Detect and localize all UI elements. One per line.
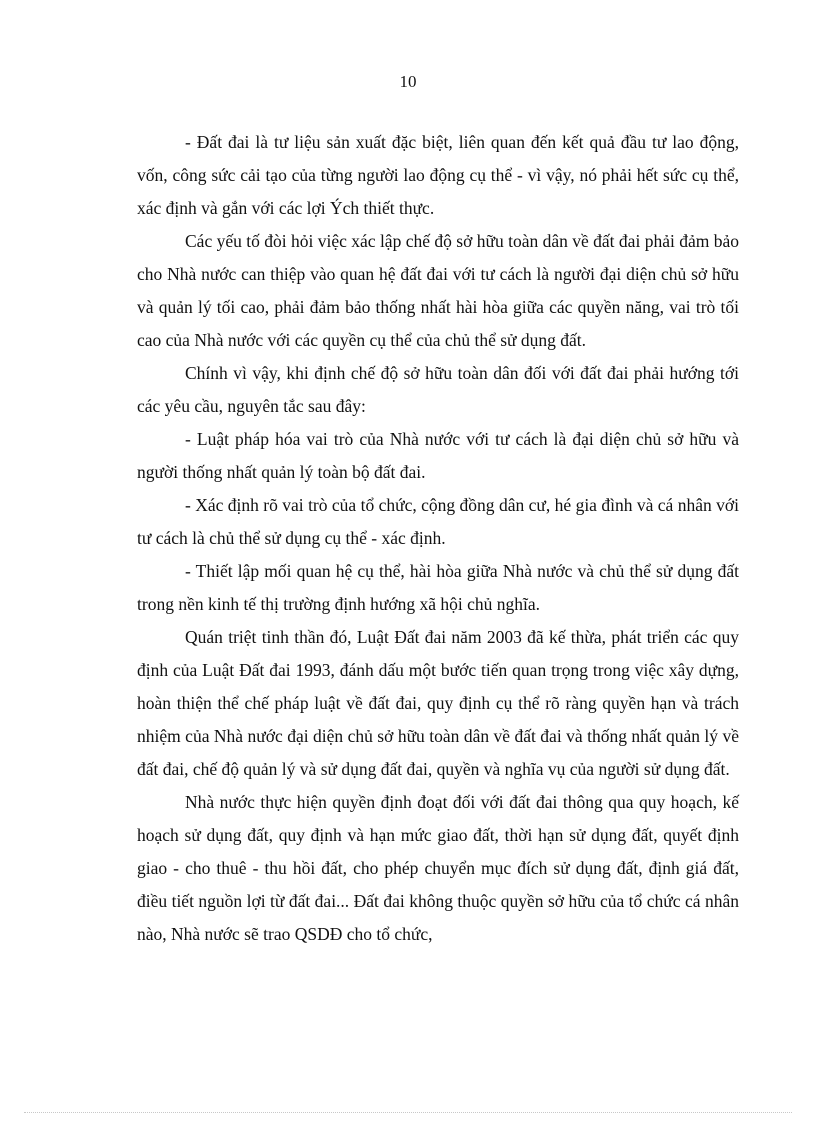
- paragraph: - Xác định rõ vai trò của tổ chức, cộng đồng dân cư, hé gia đình và cá nhân với tư cách là chủ thể sử dụng cụ thể - xác định.: [137, 495, 739, 548]
- paragraph: Quán triệt tinh thần đó, Luật Đất đai năm 2003 đã kế thừa, phát triển các quy định của Luật Đất đai 1993, đánh dấu một bước tiến quan trọng trong việc xây dựng, hoàn thiện thể chế pháp luật về đất đai, quy định cụ thể rõ ràng quyền hạn và trách nhiệm của Nhà nước đại diện chủ sở hữu toàn dân về đất đai và thống nhất quản lý về đất đai, chế độ quản lý và sử dụng đất đai, quyền và nghĩa vụ của người sử dụng đất.: [137, 627, 739, 779]
- page-number: 10: [399, 72, 417, 91]
- paragraph: Chính vì vậy, khi định chế độ sở hữu toàn dân đối với đất đai phải hướng tới các yêu cầu, nguyên tắc sau đây:: [137, 363, 739, 416]
- paragraph: - Luật pháp hóa vai trò của Nhà nước với tư cách là đại diện chủ sở hữu và người thống nhất quản lý toàn bộ đất đai.: [137, 429, 739, 482]
- paragraph: - Đất đai là tư liệu sản xuất đặc biệt, liên quan đến kết quả đầu tư lao động, vốn, công sức cải tạo của từng người lao động cụ thể - vì vậy, nó phải hết sức cụ thể, xác định và gắn với các lợi Ých thiết thực.: [137, 132, 739, 218]
- document-body: [137, 126, 739, 951]
- paragraph: - Thiết lập mối quan hệ cụ thể, hài hòa giữa Nhà nước và chủ thể sử dụng đất trong nền kinh tế thị trường định hướng xã hội chủ nghĩa.: [137, 561, 739, 614]
- paragraph: Các yếu tố đòi hỏi việc xác lập chế độ sở hữu toàn dân về đất đai phải đảm bảo cho Nhà nước can thiệp vào quan hệ đất đai với tư cách là người đại diện chủ sở hữu và quản lý tối cao, phải đảm bảo thống nhất hài hòa giữa các quyền năng, vai trò tối cao của Nhà nước với các quyền cụ thể của chủ thể sử dụng đất.: [137, 231, 739, 350]
- paragraph: Nhà nước thực hiện quyền định đoạt đối với đất đai thông qua quy hoạch, kế hoạch sử dụng đất, quy định và hạn mức giao đất, thời hạn sử dụng đất, quyết định giao - cho thuê - thu hồi đất, cho phép chuyển mục đích sử dụng đất, định giá đất, điều tiết nguồn lợi từ đất đai... Đất đai không thuộc quyền sở hữu của tổ chức cá nhân nào, Nhà nước sẽ trao QSDĐ cho tổ chức,: [137, 792, 739, 944]
- page-bottom-divider: [24, 1112, 792, 1113]
